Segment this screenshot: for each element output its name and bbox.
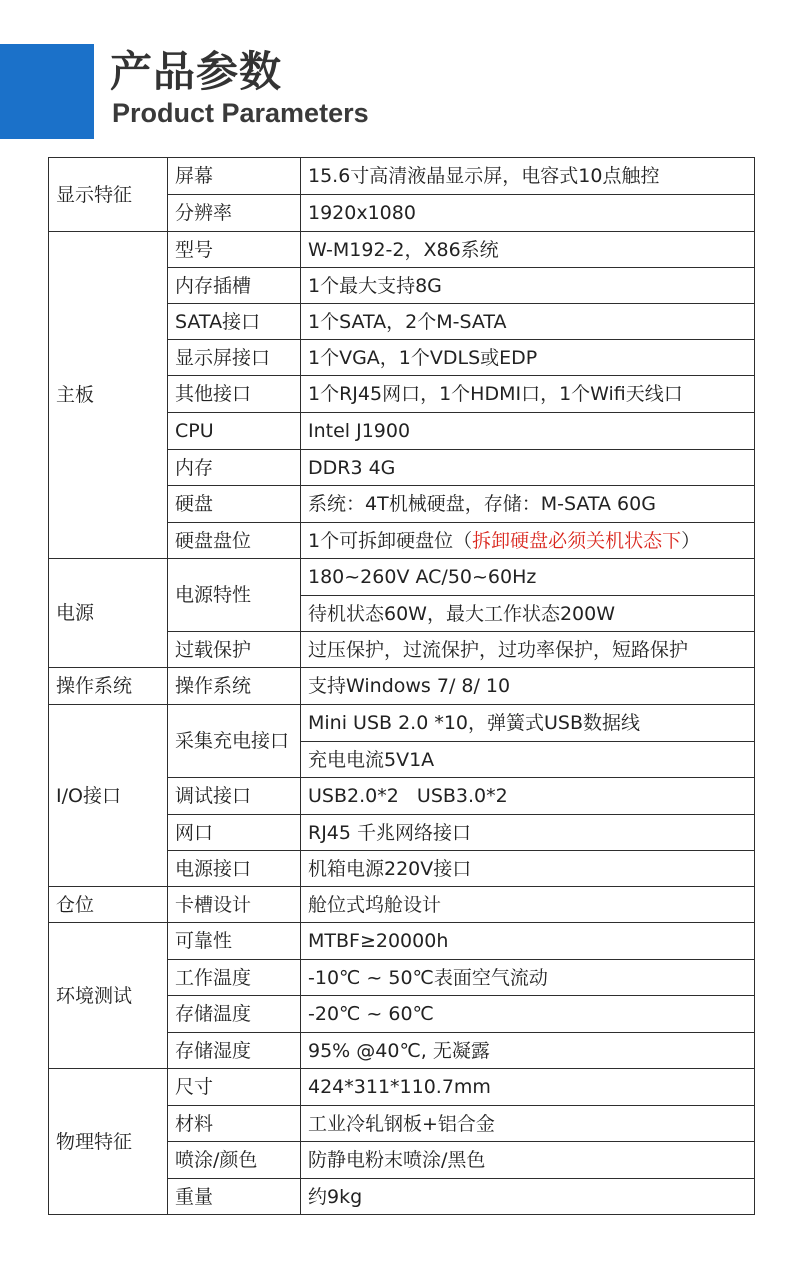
value-cell (301, 523, 755, 559)
item-cell: 内存 (168, 450, 301, 486)
value-cell: 1个RJ45网口，1个HDMI口，1个Wifi天线口 (301, 376, 755, 413)
item-cell: 工作温度 (168, 960, 301, 996)
value-cell: Intel J1900 (301, 413, 755, 450)
header-accent-bar (0, 44, 94, 139)
item-cell: 网口 (168, 815, 301, 851)
category-cell: 物理特征 (49, 1069, 168, 1215)
value-cell: 15.6寸高清液晶显示屏，电容式10点触控 (301, 158, 755, 195)
value-cell: 过压保护，过流保护，过功率保护，短路保护 (301, 632, 755, 668)
value-text: 1个可拆卸硬盘位（ (308, 529, 473, 552)
table-row (49, 668, 755, 705)
value-cell: RJ45 千兆网络接口 (301, 815, 755, 851)
item-cell: 材料 (168, 1106, 301, 1142)
value-text-tail: ） (681, 529, 701, 552)
table-row (49, 705, 755, 742)
item-cell: 分辨率 (168, 195, 301, 232)
table-row (49, 1069, 755, 1106)
item-cell: 喷涂/颜色 (168, 1142, 301, 1179)
spec-table (48, 157, 755, 1215)
value-cell: 工业冷轧钢板+铝合金 (301, 1106, 755, 1142)
value-cell: DDR3 4G (301, 450, 755, 486)
category-cell: 环境测试 (49, 923, 168, 1069)
value-cell: 1个最大支持8G (301, 268, 755, 304)
category-cell: 操作系统 (49, 668, 168, 705)
table-row (49, 158, 755, 195)
value-cell: USB2.0*2 USB3.0*2 (301, 778, 755, 815)
item-cell: 存储湿度 (168, 1033, 301, 1069)
item-cell: 尺寸 (168, 1069, 301, 1106)
item-cell: 硬盘 (168, 486, 301, 523)
value-cell: 1个SATA，2个M-SATA (301, 304, 755, 340)
item-cell: 重量 (168, 1179, 301, 1215)
item-cell: 采集充电接口 (168, 705, 301, 778)
value-cell: 系统：4T机械硬盘，存储：M-SATA 60G (301, 486, 755, 523)
value-cell: Mini USB 2.0 *10，弹簧式USB数据线 (301, 705, 755, 742)
value-cell: -20℃ ~ 60℃ (301, 996, 755, 1033)
value-cell: MTBF≥20000h (301, 923, 755, 960)
table-row (49, 232, 755, 268)
category-cell: 电源 (49, 559, 168, 668)
category-cell: 仓位 (49, 887, 168, 923)
table-row (49, 923, 755, 960)
value-cell: 机箱电源220V接口 (301, 851, 755, 887)
value-cell: 95% @40℃, 无凝露 (301, 1033, 755, 1069)
item-cell: 电源特性 (168, 559, 301, 632)
page-title: 产品参数 (110, 47, 283, 96)
item-cell: 型号 (168, 232, 301, 268)
item-cell: 存储温度 (168, 996, 301, 1033)
value-cell: 1个VGA，1个VDLS或EDP (301, 340, 755, 376)
item-cell: 过载保护 (168, 632, 301, 668)
category-cell: I/O接口 (49, 705, 168, 887)
value-cell: -10℃ ~ 50℃表面空气流动 (301, 960, 755, 996)
warning-text: 拆卸硬盘必须关机状态下 (472, 529, 682, 552)
item-cell: 屏幕 (168, 158, 301, 195)
item-cell: 操作系统 (168, 668, 301, 705)
value-cell: 424*311*110.7mm (301, 1069, 755, 1106)
value-cell: 待机状态60W，最大工作状态200W (301, 596, 755, 632)
value-cell: W-M192-2，X86系统 (301, 232, 755, 268)
value-cell: 舱位式坞舱设计 (301, 887, 755, 923)
category-cell: 显示特征 (49, 158, 168, 232)
value-cell: 充电电流5V1A (301, 742, 755, 778)
value-cell: 支持Windows 7/ 8/ 10 (301, 668, 755, 705)
value-cell: 180~260V AC/50~60Hz (301, 559, 755, 596)
page-subtitle: Product Parameters (112, 98, 369, 128)
item-cell: CPU (168, 413, 301, 450)
value-cell: 1920x1080 (301, 195, 755, 232)
item-cell: 内存插槽 (168, 268, 301, 304)
item-cell: 硬盘盘位 (168, 523, 301, 559)
item-cell: 电源接口 (168, 851, 301, 887)
item-cell: 调试接口 (168, 778, 301, 815)
value-cell: 约9kg (301, 1179, 755, 1215)
table-row (49, 559, 755, 596)
item-cell: 其他接口 (168, 376, 301, 413)
item-cell: SATA接口 (168, 304, 301, 340)
category-cell: 主板 (49, 232, 168, 559)
table-row (49, 887, 755, 923)
item-cell: 卡槽设计 (168, 887, 301, 923)
value-cell: 防静电粉末喷涂/黑色 (301, 1142, 755, 1179)
item-cell: 可靠性 (168, 923, 301, 960)
item-cell: 显示屏接口 (168, 340, 301, 376)
